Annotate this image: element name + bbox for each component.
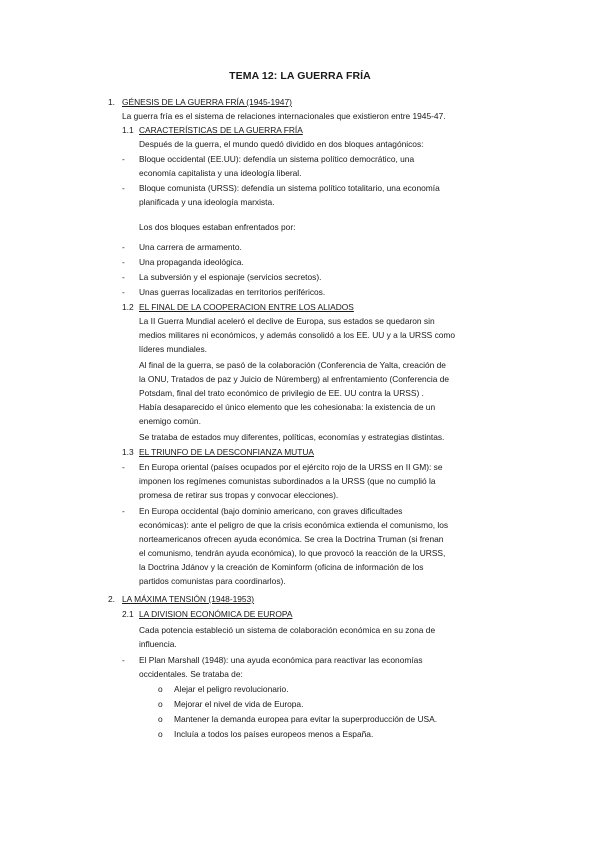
subsection-number: 1.3: [122, 447, 134, 457]
subsection-heading: EL FINAL DE LA COOPERACION ENTRE LOS ALIADOS: [139, 302, 354, 312]
paragraph-line: la ONU, Tratados de paz y Juicio de Núremberg) al enfrentamiento (Conferencia de: [139, 374, 450, 384]
subbullet-line: Mantener la demanda europea para evitar la superproducción de USA.: [174, 714, 438, 724]
paragraph-line: Había desaparecido el único elemento que les cohesionaba: la existencia de un: [139, 402, 436, 412]
bullet-dash: -: [122, 655, 125, 665]
bullet-dash: -: [122, 242, 125, 252]
bullet-line: Bloque comunista (URSS): defendía un sistema político totalitario, una economía: [139, 183, 440, 193]
bullet-line: imponen los regímenes comunistas subordinados a la URSS (que no cumplió la: [139, 476, 436, 486]
bullet-line: partidos comunistas para coordinarlos).: [139, 576, 286, 586]
subsection-heading: CARACTERÍSTICAS DE LA GUERRA FRÍA: [139, 125, 303, 135]
bullet-circle: o: [158, 684, 163, 694]
section-number: 2.: [108, 594, 115, 604]
paragraph-line: enemigo común.: [139, 416, 201, 426]
bullet-line: occidentales. Se trataba de:: [139, 669, 243, 679]
subsection-heading: LA DIVISION ECONÓMICA DE EUROPA: [139, 609, 293, 619]
subsection-number: 1.2: [122, 302, 134, 312]
bullet-circle: o: [158, 714, 163, 724]
bullet-line: el comunismo, tendrán ayuda económica), lo que provocó la reacción de la URSS,: [139, 548, 446, 558]
bullet-circle: o: [158, 729, 163, 739]
bullet-dash: -: [122, 154, 125, 164]
paragraph: Después de la guerra, el mundo quedó dividido en dos bloques antagónicos:: [139, 139, 424, 149]
bullet-line: económicas): ante el peligro de que la crisis económica extienda el comunismo, los: [139, 520, 449, 530]
subsection-number: 2.1: [122, 609, 134, 619]
subbullet-line: Incluía a todos los países europeos menos a España.: [174, 729, 374, 739]
paragraph-line: líderes mundiales.: [139, 344, 207, 354]
paragraph-line: Se trataba de estados muy diferentes, políticas, economías y estrategias distintas.: [139, 432, 445, 442]
page-title: TEMA 12: LA GUERRA FRÍA: [229, 70, 371, 82]
bullet-dash: -: [122, 287, 125, 297]
section-heading: GÉNESIS DE LA GUERRA FRÍA (1945-1947): [122, 97, 292, 107]
bullet-line: promesa de retirar sus tropas y convocar elecciones).: [139, 490, 339, 500]
paragraph-line: Cada potencia estableció un sistema de colaboración económica en su zona de: [139, 625, 436, 635]
bullet-circle: o: [158, 699, 163, 709]
bullet-dash: -: [122, 506, 125, 516]
bullet-line: En Europa oriental (países ocupados por el ejército rojo de la URSS en II GM): se: [139, 462, 443, 472]
bullet-line: En Europa occidental (bajo dominio americano, con graves dificultades: [139, 506, 403, 516]
paragraph-line: Potsdam, final del trato económico de privilegio de EE. UU contra la URSS) .: [139, 388, 424, 398]
bullet-line: norteamericanos ofrecen ayuda económica. Se crea la Doctrina Truman (si frenan: [139, 534, 444, 544]
section-intro: La guerra fría es el sistema de relaciones internacionales que existieron entre 1945-47.: [122, 111, 446, 121]
bullet-line: planificada y una ideología marxista.: [139, 197, 275, 207]
subsection-number: 1.1: [122, 125, 134, 135]
subbullet-line: Mejorar el nivel de vida de Europa.: [174, 699, 304, 709]
subbullet-line: Alejar el peligro revolucionario.: [174, 684, 289, 694]
bullet-line: El Plan Marshall (1948): una ayuda económica para reactivar las economías: [139, 655, 423, 665]
bullet-line: Bloque occidental (EE.UU): defendía un sistema político democrático, una: [139, 154, 415, 164]
bullet-line: Una propaganda ideológica.: [139, 257, 244, 267]
bullet-dash: -: [122, 257, 125, 267]
section-number: 1.: [108, 97, 115, 107]
bullet-dash: -: [122, 272, 125, 282]
paragraph-line: medios militares ni económicos, y además consolidó a los EE. UU y a la URSS como: [139, 330, 456, 340]
bullet-line: economía capitalista y una ideología liberal.: [139, 168, 302, 178]
paragraph-line: La II Guerra Mundial aceleró el declive de Europa, sus estados se quedaron sin: [139, 316, 435, 326]
section-heading: LA MÁXIMA TENSIÓN (1948-1953): [122, 594, 255, 604]
bullet-line: Una carrera de armamento.: [139, 242, 242, 252]
paragraph-line: Al final de la guerra, se pasó de la colaboración (Conferencia de Yalta, creación de: [139, 360, 446, 370]
subsection-heading: EL TRIUNFO DE LA DESCONFIANZA MUTUA: [139, 447, 314, 457]
paragraph: Los dos bloques estaban enfrentados por:: [139, 222, 296, 232]
bullet-line: la Doctrina Jdánov y la creación de Kominform (oficina de información de los: [139, 562, 424, 572]
bullet-dash: -: [122, 183, 125, 193]
paragraph-line: influencia.: [139, 639, 177, 649]
bullet-dash: -: [122, 462, 125, 472]
bullet-line: Unas guerras localizadas en territorios periféricos.: [139, 287, 326, 297]
bullet-line: La subversión y el espionaje (servicios secretos).: [139, 272, 322, 282]
